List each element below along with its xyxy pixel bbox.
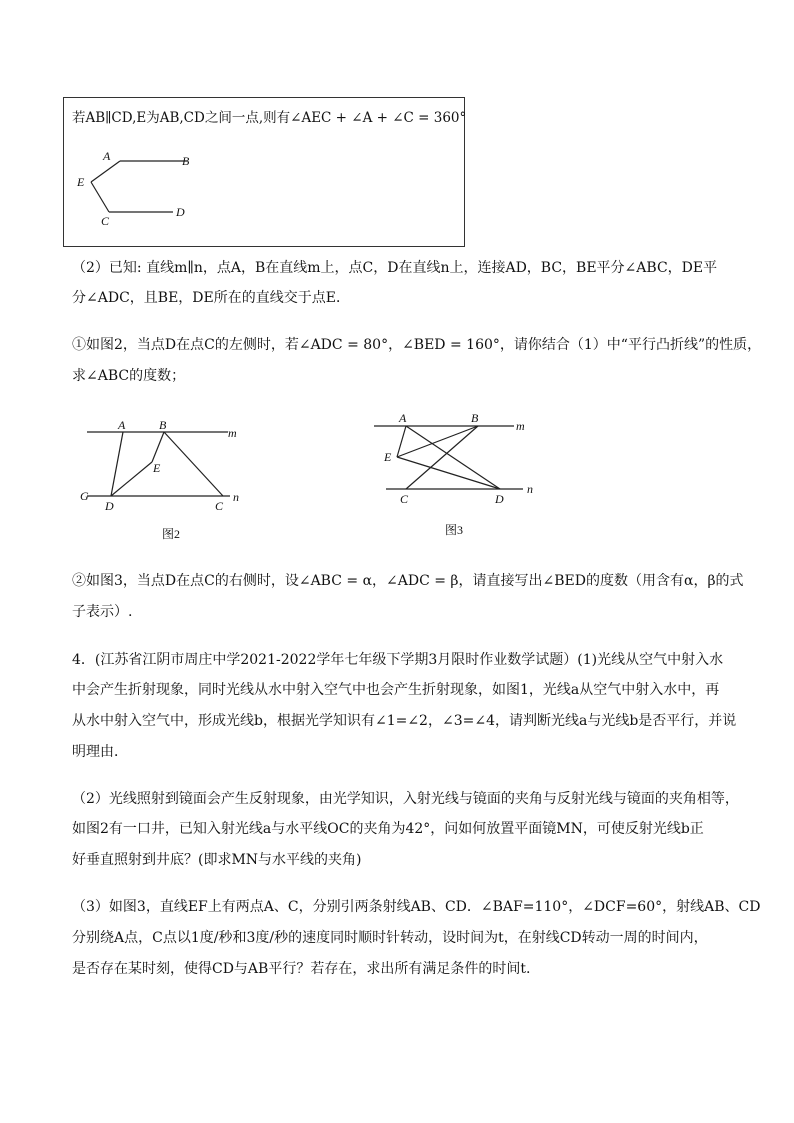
line-be	[152, 432, 164, 462]
line-be	[397, 426, 478, 457]
statement-text: 若AB∥CD,E为AB,CD之间一点,则有∠AEC + ∠A + ∠C = 360°	[72, 110, 467, 126]
line-ed	[111, 462, 152, 496]
q4-p3-line2: 分别绕A点，C点以1度/秒和3度/秒的速度同时顺时针转动，设时间为t，在射线CD转动一周的时间内，	[72, 930, 708, 946]
fig3-label-d: D	[495, 492, 504, 506]
line-bc	[406, 426, 478, 489]
label-e: E	[77, 175, 85, 189]
figure-2	[76, 414, 266, 546]
box-figure	[63, 140, 223, 230]
q4-p2-line2: 如图2有一口井，已知入射光线a与水平线OC的夹角为42°，问如何放置平面镜MN，可使反射光线b正	[72, 821, 704, 837]
line-ed	[397, 457, 500, 489]
line-ae	[91, 161, 120, 182]
q2-part2-line2: 子表示）.	[72, 604, 133, 620]
fig3-label-n: n	[527, 482, 533, 496]
label-d: D	[176, 205, 185, 219]
q4-p2-line1: （2）光线照射到镜面会产生反射现象，由光学知识，入射光线与镜面的夹角与反射光线与镜面的夹角相等，	[72, 791, 739, 807]
q2-part1-line1: ①如图2，当点D在点C的左侧时，若∠ADC = 80°，∠BED = 160°，请你结合（1）中“平行凸折线”的性质，	[72, 337, 762, 353]
fig3-caption: 图3	[445, 523, 464, 537]
q2-part2-line1: ②如图3，当点D在点C的右侧时，设∠ABC = α，∠ADC = β，请直接写出∠BED的度数（用含有α，β的式	[72, 573, 744, 589]
q4-p3-line1: （3）如图3，直线EF上有两点A、C，分别引两条射线AB、CD．∠BAF=110°，∠DCF=60°，射线AB、CD	[72, 899, 761, 915]
fig2-label-e: E	[153, 461, 161, 475]
fig3-label-b: B	[471, 411, 479, 425]
q4-p1-line2: 中会产生折射现象，同时光线从水中射入空气中也会产生折射现象，如图1，光线a从空气中射入水中，再	[72, 682, 720, 698]
label-c: C	[101, 214, 110, 228]
line-ec	[91, 182, 109, 212]
q4-p1-line1: 4．(江苏省江阴市周庄中学2021-2022学年七年级下学期3月限时作业数学试题）(1)光线从空气中射入水	[72, 652, 724, 668]
fig3-label-e: E	[384, 450, 392, 464]
fig3-label-a: A	[399, 411, 407, 425]
fig2-label-m: m	[228, 426, 237, 440]
fig3-label-c: C	[400, 492, 409, 506]
fig2-label-b: B	[159, 418, 167, 432]
label-b: B	[182, 154, 190, 168]
q2-intro-line2: 分∠ADC，且BE，DE所在的直线交于点E．	[72, 290, 350, 306]
fig3-label-m: m	[516, 419, 525, 433]
fig2-label-a: A	[118, 418, 126, 432]
label-a: A	[103, 149, 111, 163]
q4-p2-line3: 好垂直照射到井底？(即求MN与水平线的夹角)	[72, 852, 362, 868]
fig2-label-c: C	[215, 499, 224, 513]
fig2-caption: 图2	[162, 527, 181, 541]
q2-intro-line1: （2）已知: 直线m∥n，点A，B在直线m上，点C，D在直线n上，连接AD，BC，BE平分∠ABC，DE平	[72, 260, 718, 276]
line-ad	[111, 432, 123, 496]
line-ae	[397, 426, 406, 457]
fig2-label-g: G	[80, 489, 89, 503]
q2-part1-line2: 求∠ABC的度数；	[72, 368, 186, 384]
fig2-label-n: n	[233, 490, 239, 504]
line-bc	[164, 432, 223, 496]
q4-p1-line4: 明理由．	[72, 744, 128, 760]
fig2-label-d: D	[105, 499, 114, 513]
q4-p1-line3: 从水中射入空气中，形成光线b，根据光学知识有∠1=∠2，∠3=∠4，请判断光线a与光线b是否平行，并说	[72, 713, 737, 729]
figure-3	[368, 408, 558, 540]
q4-p3-line3: 是否存在某时刻，使得CD与AB平行？若存在，求出所有满足条件的时间t.	[72, 961, 531, 977]
